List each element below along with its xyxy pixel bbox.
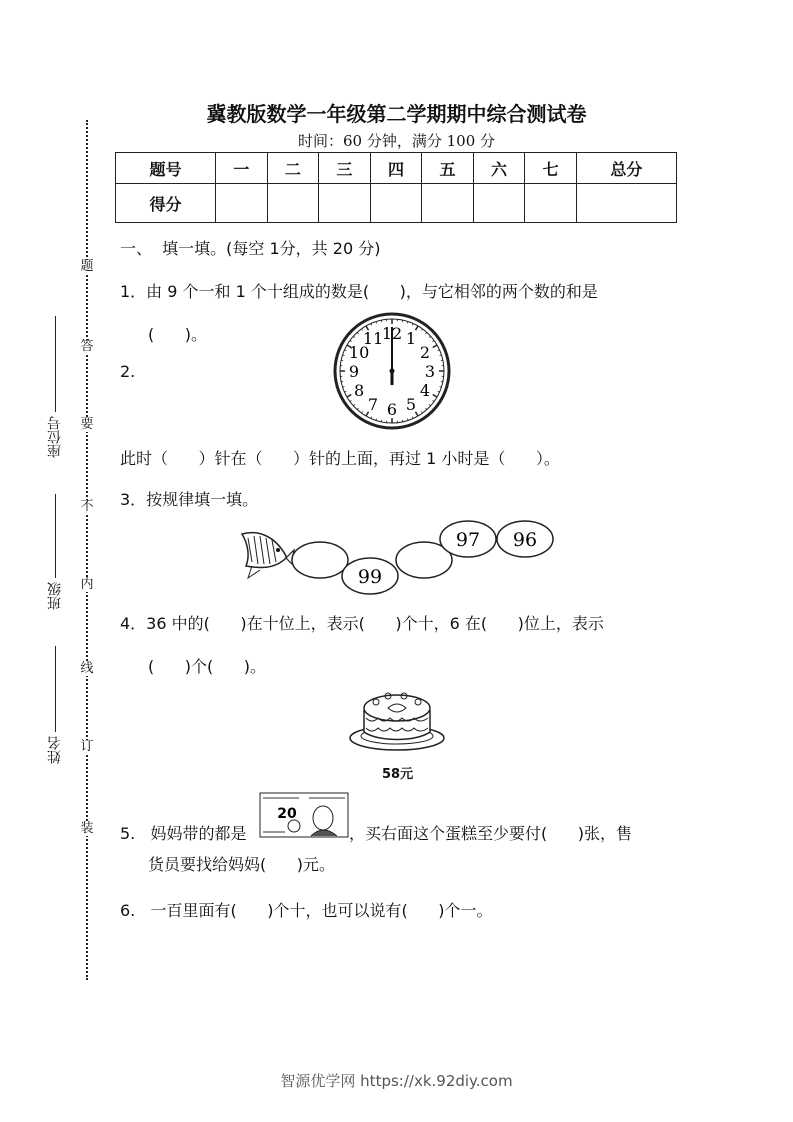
banknote-value: 20 (277, 806, 297, 822)
score-cell[interactable] (216, 184, 268, 223)
score-header-cell: 五 (422, 153, 474, 184)
score-header-cell: 总分 (576, 153, 676, 184)
binding-char: 不 (80, 499, 94, 514)
score-header-cell: 四 (370, 153, 422, 184)
score-cell[interactable] (576, 184, 676, 223)
question-1-line-1: 1．由 9 个一和 1 个十组成的数是( )，与它相邻的两个数的和是 (120, 282, 598, 301)
score-header-cell: 二 (267, 153, 319, 184)
binding-char: 订 (80, 739, 94, 754)
class-line (55, 494, 56, 578)
seat-number-label: 座位号 (47, 416, 63, 458)
score-cell[interactable] (422, 184, 474, 223)
clock-number: 2 (419, 343, 431, 362)
clock-number: 11 (362, 329, 384, 349)
binding-char: 答 (80, 339, 94, 354)
class-label: 班级 (47, 582, 63, 610)
clock-number: 9 (348, 362, 360, 381)
bubble-4-value: 97 (455, 529, 481, 551)
clock-number: 8 (353, 381, 365, 400)
seat-number-line (55, 316, 56, 412)
score-header-cell: 一 (216, 153, 268, 184)
score-header-cell: 三 (319, 153, 371, 184)
section-heading: 一、 填一填。(每空 1分，共 20 分) (120, 239, 381, 258)
clock-face (332, 311, 452, 431)
exam-title: 冀教版数学一年级第二学期期中综合测试卷 (206, 102, 587, 126)
bubble-2-value: 99 (357, 566, 383, 588)
clock-number: 3 (424, 362, 436, 381)
fish-bubble-sequence (238, 520, 558, 600)
score-header-cell: 六 (473, 153, 525, 184)
question-5-prefix: 5. 妈妈带的都是 (120, 824, 247, 843)
seat-number-field[interactable] (48, 316, 62, 458)
clock-number: 12 (381, 324, 403, 343)
score-cell[interactable] (473, 184, 525, 223)
question-5-line-2: 货员要找给妈妈( )元。 (148, 855, 336, 874)
question-3-text: 3．按规律填一填。 (120, 490, 259, 509)
score-header-cell: 七 (525, 153, 577, 184)
name-field[interactable] (48, 646, 62, 764)
bubble-5-value: 96 (512, 529, 538, 551)
exam-subtitle: 时间：60 分钟，满分 100 分 (297, 132, 496, 150)
score-row-label: 得分 (116, 184, 216, 223)
score-cell[interactable] (525, 184, 577, 223)
question-2-number: 2. (120, 362, 136, 381)
clock-number: 4 (419, 381, 431, 400)
clock-number: 5 (405, 394, 417, 414)
score-cell[interactable] (319, 184, 371, 223)
binding-char: 内 (80, 577, 94, 592)
fish-icon (242, 533, 296, 578)
question-6-text: 6. 一百里面有( )个十，也可以说有( )个一。 (120, 901, 493, 920)
clock-number: 10 (348, 343, 370, 362)
name-line (55, 646, 56, 732)
question-4-line-2: ( )个( )。 (148, 657, 267, 676)
banknote-icon (259, 792, 349, 838)
score-cell[interactable] (267, 184, 319, 223)
binding-char: 要 (80, 417, 94, 432)
question-5-suffix: ，买右面这个蛋糕至少要付( )张，售 (349, 824, 633, 843)
cake-price: 58元 (382, 767, 414, 782)
binding-char: 题 (80, 259, 94, 274)
clock-number: 7 (367, 394, 379, 414)
name-label: 姓名 (47, 736, 63, 764)
question-2-text: 此时（ ）针在（ ）针的上面，再过 1 小时是（ ）。 (120, 449, 560, 468)
binding-char: 装 (80, 821, 94, 836)
clock-number: 6 (386, 400, 398, 419)
question-4-line-1: 4．36 中的( )在十位上，表示( )个十，6 在( )位上，表示 (120, 614, 604, 633)
class-field[interactable] (48, 494, 62, 610)
question-1-line-2: ( )。 (148, 325, 208, 344)
cake-icon (348, 684, 446, 756)
binding-dotted-line (86, 120, 88, 980)
clock-number: 1 (405, 329, 417, 349)
footer-watermark: 智源优学网 https://xk.92diy.com (280, 1072, 513, 1090)
bubble-1 (292, 542, 348, 578)
score-cell[interactable] (370, 184, 422, 223)
score-header-cell: 题号 (116, 153, 216, 184)
binding-char: 线 (80, 661, 94, 676)
score-table (115, 152, 677, 223)
clock-center (390, 369, 395, 374)
